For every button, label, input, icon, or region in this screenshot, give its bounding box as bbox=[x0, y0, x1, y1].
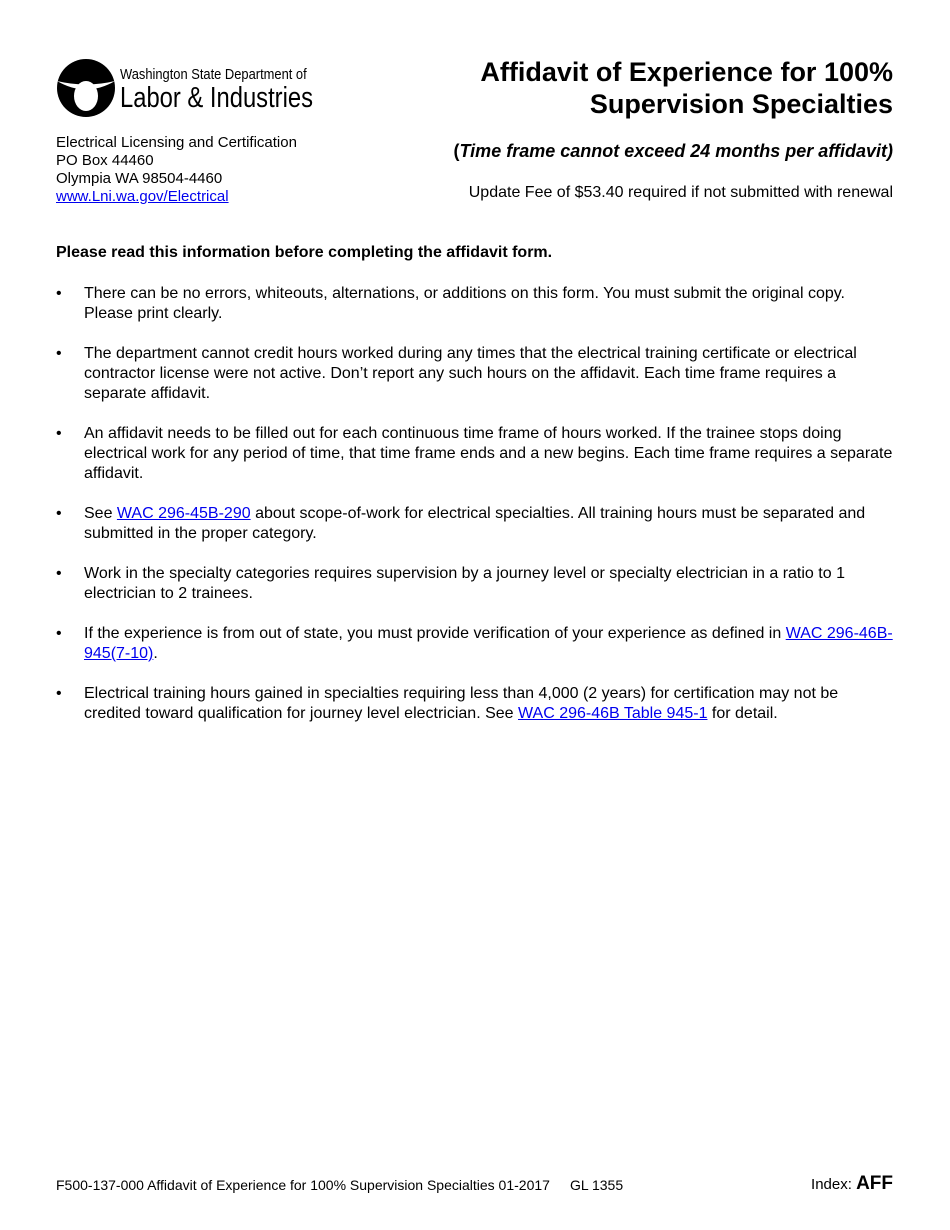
bullet-text-pre: Electrical training hours gained in specialties requiring less than 4,000 (2 years) for certification may not be credited toward qualification for journey level electrician. See bbox=[84, 685, 839, 722]
list-item bbox=[56, 424, 896, 484]
bullet-text: There can be no errors, whiteouts, alternations, or additions on this form. You must submit the original copy. Please print clearly. bbox=[84, 285, 845, 322]
bullet-icon: • bbox=[56, 625, 62, 642]
timeframe-text: Time frame cannot exceed 24 months per affidavit) bbox=[459, 141, 893, 161]
instructions-list bbox=[56, 284, 896, 744]
timeframe-open-paren: ( bbox=[453, 141, 460, 161]
mailing-address bbox=[56, 134, 297, 206]
list-item bbox=[56, 284, 896, 324]
bullet-text-pre: See bbox=[84, 505, 117, 522]
bullet-text-pre: If the experience is from out of state, you must provide verification of your experience as defined in bbox=[84, 625, 786, 642]
title-line-1: Affidavit of Experience for 100% bbox=[480, 57, 893, 87]
list-item bbox=[56, 504, 896, 544]
bullet-text: Work in the specialty categories requires supervision by a journey level or specialty electrician in a ratio to 1 electrician to 2 trainees. bbox=[84, 565, 845, 602]
bullet-text-post: . bbox=[153, 645, 158, 662]
bullet-icon: • bbox=[56, 565, 62, 582]
gl-number: GL 1355 bbox=[569, 1177, 624, 1193]
instructions-heading: Please read this information before completing the affidavit form. bbox=[56, 244, 553, 261]
bullet-icon: • bbox=[56, 345, 62, 362]
bullet-icon: • bbox=[56, 685, 62, 702]
wac-296-45b-290-link[interactable]: WAC 296-45B-290 bbox=[116, 505, 251, 522]
logo-agency-name: Labor & Industries bbox=[120, 82, 313, 114]
bullet-text-post: for detail. bbox=[707, 705, 778, 722]
bullet-icon: • bbox=[56, 425, 62, 442]
list-item bbox=[56, 344, 896, 404]
lni-logo-icon bbox=[55, 54, 117, 118]
address-department: Electrical Licensing and Certification bbox=[56, 134, 297, 151]
index-value: AFF bbox=[856, 1173, 893, 1194]
bullet-text-post: about scope-of-work for electrical specialties. All training hours must be separated and submitted in the proper category. bbox=[84, 505, 866, 542]
bullet-icon: • bbox=[56, 285, 62, 302]
address-city: Olympia WA 98504-4460 bbox=[56, 170, 223, 187]
update-fee-note: Update Fee of $53.40 required if not submitted with renewal bbox=[468, 184, 893, 201]
form-number: F500-137-000 Affidavit of Experience for 100% Supervision Specialties 01-2017 bbox=[56, 1177, 550, 1193]
website-link[interactable]: www.Lni.wa.gov/Electrical bbox=[56, 188, 229, 205]
form-footer bbox=[56, 1177, 643, 1193]
logo-department-text: Washington State Department of bbox=[120, 66, 307, 83]
timeframe-note bbox=[454, 141, 893, 162]
lni-logo bbox=[55, 54, 325, 118]
bullet-text: The department cannot credit hours worked during any times that the electrical training certificate or electrical contractor license were not active. Don’t report any such hours on the affidavit. Each time frame requires a separate affidavit. bbox=[84, 345, 857, 402]
title-line-2: Supervision Specialties bbox=[589, 89, 893, 119]
bullet-text: An affidavit needs to be filled out for each continuous time frame of hours worked. If the trainee stops doing electrical work for any period of time, that time frame ends and a new begins. Each time frame requires a separate affidavit. bbox=[84, 425, 893, 482]
list-item bbox=[56, 624, 896, 664]
list-item bbox=[56, 564, 896, 604]
address-po-box: PO Box 44460 bbox=[56, 152, 154, 169]
page-title bbox=[393, 56, 893, 120]
bullet-icon: • bbox=[56, 505, 62, 522]
list-item bbox=[56, 684, 896, 724]
wac-296-46b-945-link[interactable]: WAC 296-46B-945(7-10) bbox=[84, 625, 893, 662]
index-label: Index: bbox=[811, 1176, 857, 1193]
index-code bbox=[811, 1173, 893, 1195]
wac-296-46b-table-945-1-link[interactable]: WAC 296-46B Table 945-1 bbox=[518, 705, 708, 722]
